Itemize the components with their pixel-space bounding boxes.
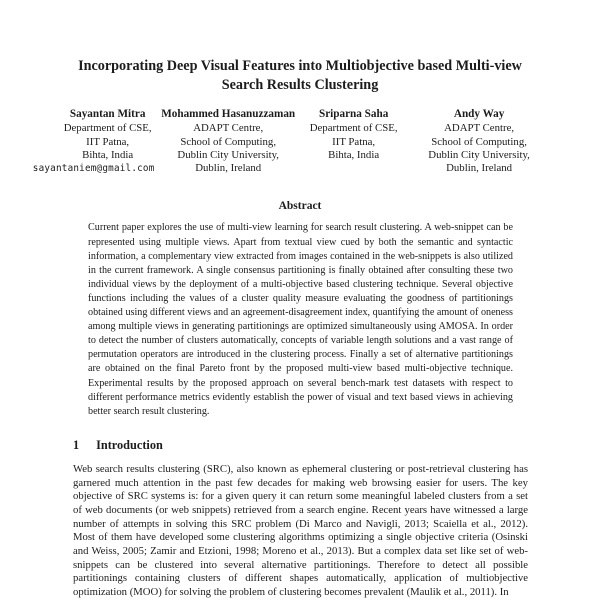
author-andy-way	[410, 108, 548, 175]
author-sayantan-mitra	[32, 108, 159, 175]
author-affiliation-line: Dublin, Ireland	[195, 162, 262, 175]
abstract-heading: Abstract	[278, 200, 322, 213]
author-affiliation-line: School of Computing,	[431, 135, 527, 148]
section-number: 1	[73, 437, 80, 452]
author-affiliation-line: ADAPT Centre,	[444, 122, 515, 135]
author-affiliation-line: IIT Patna,	[332, 135, 376, 148]
author-sriparna-saha	[297, 108, 410, 162]
paper-title-line-1: Incorporating Deep Visual Features into Multiobjective based Multi-view	[78, 58, 522, 74]
author-block	[32, 108, 548, 175]
author-affiliation-line: Department of CSE,	[309, 122, 398, 135]
author-name: Sriparna Saha	[318, 108, 389, 120]
author-affiliation-line: Bihta, India	[328, 148, 380, 161]
paper-title	[30, 57, 570, 94]
author-name: Sayantan Mitra	[69, 108, 146, 120]
author-affiliation-line: Department of CSE,	[63, 122, 152, 135]
author-affiliation-line: School of Computing,	[180, 135, 277, 148]
author-mohammed-hasanuzzaman	[159, 108, 297, 175]
author-affiliation-line: Dublin City University,	[428, 148, 530, 161]
author-email: sayantaniem@gmail.com	[32, 163, 155, 175]
paper-title-line-2: Search Results Clustering	[221, 76, 379, 93]
author-affiliation-line: Bihta, India	[82, 148, 134, 161]
author-affiliation-line: Dublin City University,	[177, 148, 279, 161]
author-affiliation-line: IIT Patna,	[86, 135, 130, 148]
section-1-heading	[73, 438, 527, 453]
abstract-text: Current paper explores the use of multi-view learning for search result clustering. A web-snippet can be represented using multiple views. Apart from textual view cued by both the semantic and syntactic information, a complementary view extracted from images contained in the web-snippets is also utilized in the current framework. A single consensus partitioning is finally obtained after consulting these two individual views by the deployment of a multi-objective based clustering technique. Several objective functions including the values of a cluster quality measure evaluating the goodness of partitionings obtained using different views and an agreement-disagreement index, quantifying the amount of oneness among multiple views in generating partitionings are optimized simultaneously using AMOSA. In order to detect the number of clusters automatically, concepts of variable length solutions and a vast range of permutation operators are introduced in the clustering process. Finally a set of alternative partitionings are obtained on the final Pareto front by the proposed multi-view based multi-objective technique. Experimental results by the proposed approach on several bench-mark test datasets with respect to different performance metrics evidently establish the power of visual and text based views in achieving better search result clustering.	[88, 222, 513, 417]
section-1-text: Web search results clustering (SRC), also known as ephemeral clustering or post-retrieval clustering has garnered much attention in the past few decades for making web browsing easier for users. The key objective of SRC systems is: for a given query it can return some meaningful labeled clusters from a set of web documents (or web snippets) retrieved from a search engine. Recent years have witnessed a large number of attempts in solving this SRC problem (Di Marco and Navigli, 2013; Scaiella et al., 2012). Most of them have developed some clustering algorithms optimizing a single objective criteria (Osinski and Weiss, 2005; Zamir and Etzioni, 1998; Moreno et al., 2013). But a complex data set like set of web-snippets can be clustered into several alternative partitionings. Therefore to detect all possible partitionings containing clusters of different shapes automatically, application of multiobjective optimization (MOO) for solving the problem of clustering becomes prevalent (Maulik et al., 2011). In	[73, 462, 528, 599]
author-affiliation-line: ADAPT Centre,	[193, 122, 264, 135]
author-affiliation-line: Dublin, Ireland	[446, 162, 513, 175]
section-title: Introduction	[96, 437, 163, 452]
author-name: Mohammed Hasanuzzaman	[161, 108, 296, 120]
author-name: Andy Way	[453, 108, 505, 120]
